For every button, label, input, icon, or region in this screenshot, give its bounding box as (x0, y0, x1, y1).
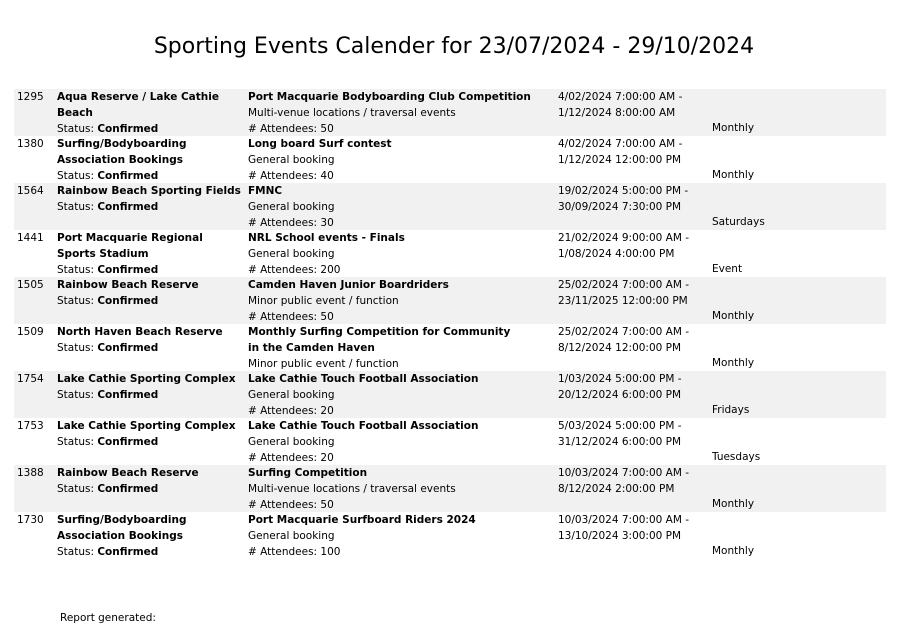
attendees-label: # Attendees: (248, 499, 318, 511)
dates-cell (558, 183, 708, 215)
event-id: 1380 (17, 138, 44, 150)
status-line (57, 481, 242, 497)
venue-name: Rainbow Beach Reserve (57, 279, 199, 291)
event-type: Multi-venue locations / traversal events (248, 483, 456, 495)
dates-cell (558, 230, 708, 262)
end-date: 31/12/2024 6:00:00 PM (558, 436, 682, 448)
attendees-line (248, 121, 548, 137)
venue-cell (57, 324, 242, 356)
start-date: 10/03/2024 7:00:00 AM - (558, 514, 690, 526)
start-date: 25/02/2024 7:00:00 AM - (558, 279, 690, 291)
venue-cell (57, 277, 242, 309)
event-type: General booking (248, 389, 335, 401)
status-line (57, 340, 242, 356)
table-row (14, 136, 886, 183)
status-label: Status: (57, 201, 94, 213)
attendees-value: 50 (320, 123, 334, 135)
table-row (14, 277, 886, 324)
event-cell (248, 89, 548, 137)
event-type: General booking (248, 248, 335, 260)
report-title: Sporting Events Calender for 23/07/2024 - 29/10/2024 (153, 34, 755, 59)
end-date: 13/10/2024 3:00:00 PM (558, 530, 682, 542)
venue-name: Surfing/Bodyboarding Association Bookings (57, 514, 187, 542)
attendees-value: 20 (320, 405, 334, 417)
dates-cell (558, 371, 708, 403)
start-date: 21/02/2024 9:00:00 AM - (558, 232, 690, 244)
status-line (57, 293, 242, 309)
status-value: Confirmed (97, 170, 159, 182)
dates-cell (558, 465, 708, 497)
status-label: Status: (57, 295, 94, 307)
event-id: 1753 (17, 420, 44, 432)
event-cell (248, 512, 548, 560)
status-label: Status: (57, 342, 94, 354)
status-value: Confirmed (97, 483, 159, 495)
venue-cell (57, 371, 242, 403)
venue-cell (57, 183, 242, 215)
status-line (57, 434, 242, 450)
end-date: 1/12/2024 12:00:00 PM (558, 154, 682, 166)
start-date: 1/03/2024 5:00:00 PM - (558, 373, 682, 385)
attendees-label: # Attendees: (248, 264, 318, 276)
attendees-line (248, 544, 548, 560)
frequency: Monthly (712, 310, 755, 322)
venue-cell (57, 512, 242, 560)
frequency: Monthly (712, 169, 755, 181)
status-label: Status: (57, 170, 94, 182)
event-type: General booking (248, 201, 335, 213)
attendees-label: # Attendees: (248, 452, 318, 464)
status-value: Confirmed (97, 295, 159, 307)
attendees-value: 40 (320, 170, 334, 182)
frequency: Tuesdays (712, 451, 761, 463)
event-type: Multi-venue locations / traversal events (248, 107, 456, 119)
table-row (14, 512, 886, 559)
dates-cell (558, 89, 708, 121)
frequency: Event (712, 263, 743, 275)
attendees-line (248, 403, 548, 419)
end-date: 20/12/2024 6:00:00 PM (558, 389, 682, 401)
attendees-line (248, 262, 548, 278)
event-cell (248, 136, 548, 184)
event-id: 1730 (17, 514, 44, 526)
venue-cell (57, 89, 242, 137)
venue-name: Rainbow Beach Sporting Fields (57, 185, 241, 197)
venue-name: Port Macquarie Regional Sports Stadium (57, 232, 203, 260)
status-line (57, 168, 242, 184)
event-name: Monthly Surfing Competition for Community in the Camden Haven (248, 326, 511, 354)
dates-cell (558, 277, 708, 309)
attendees-line (248, 450, 548, 466)
event-cell (248, 324, 548, 372)
end-date: 1/08/2024 4:00:00 PM (558, 248, 675, 260)
event-type: Minor public event / function (248, 295, 399, 307)
attendees-label: # Attendees: (248, 311, 318, 323)
start-date: 5/03/2024 5:00:00 PM - (558, 420, 682, 432)
frequency: Saturdays (712, 216, 765, 228)
table-row (14, 324, 886, 371)
status-value: Confirmed (97, 201, 159, 213)
attendees-label: # Attendees: (248, 123, 318, 135)
end-date: 8/12/2024 2:00:00 PM (558, 483, 675, 495)
event-id: 1388 (17, 467, 44, 479)
status-value: Confirmed (97, 264, 159, 276)
venue-name: Aqua Reserve / Lake Cathie Beach (57, 91, 219, 119)
event-name: Surfing Competition (248, 467, 368, 479)
status-label: Status: (57, 389, 94, 401)
frequency: Monthly (712, 545, 755, 557)
status-value: Confirmed (97, 436, 159, 448)
status-value: Confirmed (97, 389, 159, 401)
venue-cell (57, 136, 242, 184)
status-label: Status: (57, 546, 94, 558)
table-row (14, 371, 886, 418)
status-label: Status: (57, 483, 94, 495)
attendees-label: # Attendees: (248, 405, 318, 417)
event-cell (248, 230, 548, 278)
status-value: Confirmed (97, 342, 159, 354)
status-line (57, 544, 242, 560)
start-date: 25/02/2024 7:00:00 AM - (558, 326, 690, 338)
event-id: 1564 (17, 185, 44, 197)
start-date: 4/02/2024 7:00:00 AM - (558, 91, 683, 103)
event-name: Port Macquarie Bodyboarding Club Competition (248, 91, 531, 103)
event-cell (248, 465, 548, 513)
dates-cell (558, 418, 708, 450)
event-name: Long board Surf contest (248, 138, 392, 150)
status-line (57, 199, 242, 215)
status-label: Status: (57, 123, 94, 135)
venue-cell (57, 465, 242, 497)
event-id: 1295 (17, 91, 44, 103)
event-type: General booking (248, 436, 335, 448)
status-value: Confirmed (97, 123, 159, 135)
attendees-line (248, 309, 548, 325)
attendees-label: # Attendees: (248, 170, 318, 182)
event-type: Minor public event / function (248, 358, 399, 370)
venue-name: Surfing/Bodyboarding Association Bookings (57, 138, 187, 166)
event-name: Lake Cathie Touch Football Association (248, 373, 479, 385)
dates-cell (558, 324, 708, 356)
attendees-line (248, 497, 548, 513)
event-name: Lake Cathie Touch Football Association (248, 420, 479, 432)
attendees-line (248, 168, 548, 184)
event-cell (248, 371, 548, 419)
attendees-value: 100 (320, 546, 341, 558)
attendees-value: 50 (320, 311, 334, 323)
table-row (14, 183, 886, 230)
frequency: Monthly (712, 357, 755, 369)
status-line (57, 121, 242, 137)
venue-cell (57, 418, 242, 450)
event-type: General booking (248, 530, 335, 542)
attendees-value: 50 (320, 499, 334, 511)
attendees-line (248, 215, 548, 231)
event-id: 1505 (17, 279, 44, 291)
venue-cell (57, 230, 242, 278)
frequency: Monthly (712, 498, 755, 510)
venue-name: Rainbow Beach Reserve (57, 467, 199, 479)
end-date: 30/09/2024 7:30:00 PM (558, 201, 682, 213)
event-cell (248, 277, 548, 325)
report-generated-label: Report generated: (60, 612, 156, 624)
frequency: Fridays (712, 404, 750, 416)
attendees-label: # Attendees: (248, 217, 318, 229)
events-table (14, 89, 886, 559)
dates-cell (558, 136, 708, 168)
table-row (14, 89, 886, 136)
status-label: Status: (57, 436, 94, 448)
end-date: 1/12/2024 8:00:00 AM (558, 107, 676, 119)
attendees-label: # Attendees: (248, 546, 318, 558)
event-id: 1754 (17, 373, 44, 385)
attendees-value: 20 (320, 452, 334, 464)
start-date: 4/02/2024 7:00:00 AM - (558, 138, 683, 150)
event-cell (248, 418, 548, 466)
venue-name: Lake Cathie Sporting Complex (57, 420, 236, 432)
event-name: FMNC (248, 185, 283, 197)
table-row (14, 418, 886, 465)
table-row (14, 465, 886, 512)
event-name: Camden Haven Junior Boardriders (248, 279, 449, 291)
attendees-value: 200 (320, 264, 341, 276)
status-line (57, 387, 242, 403)
attendees-value: 30 (320, 217, 334, 229)
event-name: NRL School events - Finals (248, 232, 405, 244)
frequency: Monthly (712, 122, 755, 134)
event-id: 1441 (17, 232, 44, 244)
end-date: 8/12/2024 12:00:00 PM (558, 342, 682, 354)
event-id: 1509 (17, 326, 44, 338)
venue-name: North Haven Beach Reserve (57, 326, 223, 338)
event-name: Port Macquarie Surfboard Riders 2024 (248, 514, 476, 526)
event-cell (248, 183, 548, 231)
table-row (14, 230, 886, 277)
start-date: 10/03/2024 7:00:00 AM - (558, 467, 690, 479)
status-value: Confirmed (97, 546, 159, 558)
venue-name: Lake Cathie Sporting Complex (57, 373, 236, 385)
start-date: 19/02/2024 5:00:00 PM - (558, 185, 689, 197)
dates-cell (558, 512, 708, 544)
event-type: General booking (248, 154, 335, 166)
end-date: 23/11/2025 12:00:00 PM (558, 295, 688, 307)
status-label: Status: (57, 264, 94, 276)
status-line (57, 262, 242, 278)
